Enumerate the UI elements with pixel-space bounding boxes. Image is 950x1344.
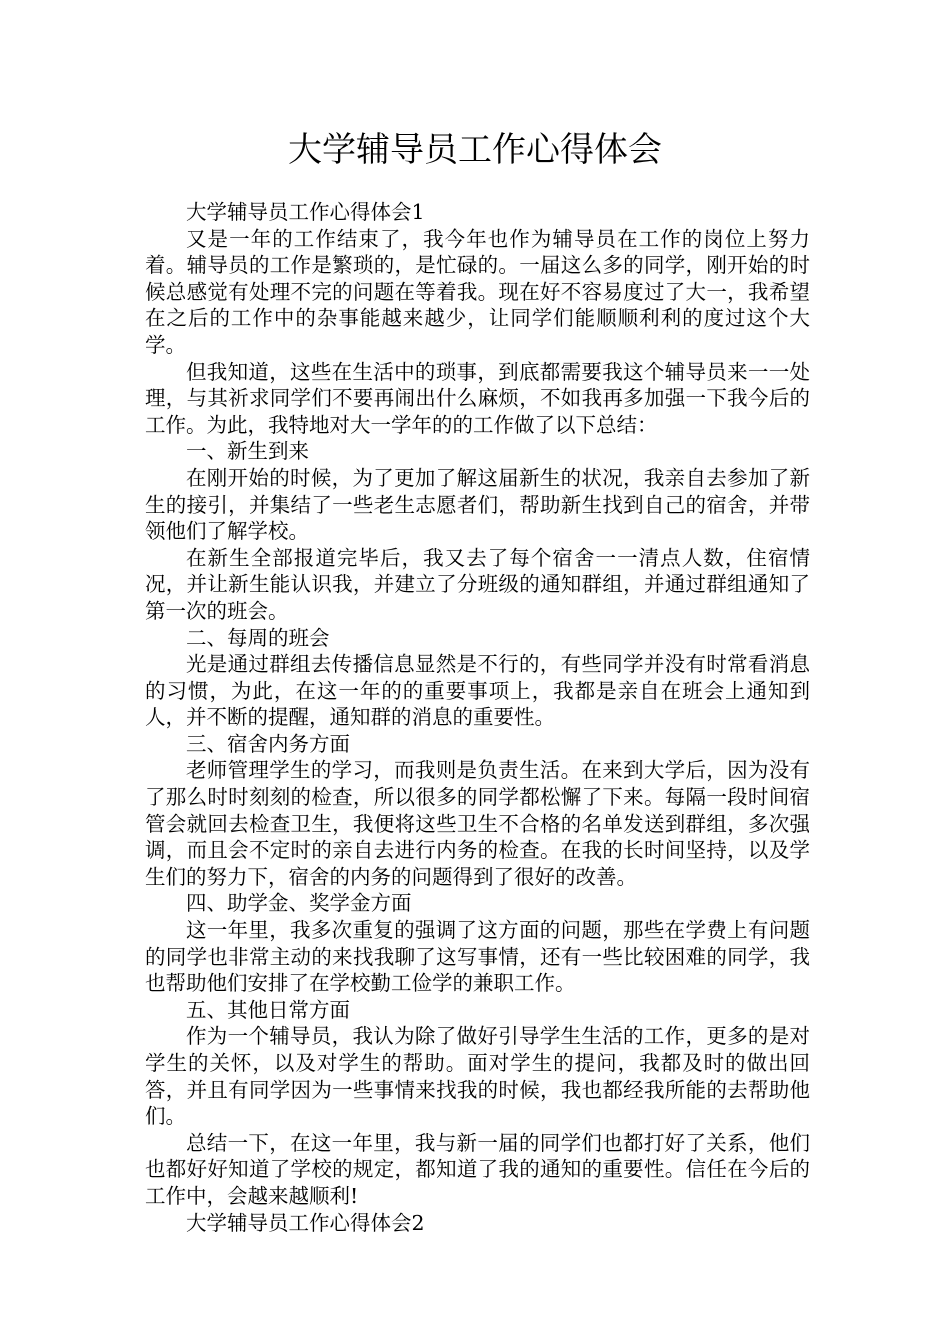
- paragraph: 总结一下，在这一年里，我与新一届的同学们也都打好了关系，他们也都好好知道了学校的规定，都知道了我的通知的重要性。信任在今后的工作中，会越来越顺利!: [145, 1130, 810, 1208]
- paragraph: 这一年里，我多次重复的强调了这方面的问题，那些在学费上有问题的同学也非常主动的来找我聊了这写事情，还有一些比较困难的同学，我也帮助他们安排了在学校勤工俭学的兼职工作。: [145, 918, 810, 996]
- paragraph: 但我知道，这些在生活中的琐事，到底都需要我这个辅导员来一一处理，与其祈求同学们不要再闹出什么麻烦，不如我再多加强一下我今后的工作。为此，我特地对大一学年的的工作做了以下总结：: [145, 359, 810, 437]
- section-heading-2: 大学辅导员工作心得体会2: [186, 1210, 425, 1235]
- page-title: 大学辅导员工作心得体会: [288, 130, 662, 170]
- paragraph: 又是一年的工作结束了，我今年也作为辅导员在工作的岗位上努力着。辅导员的工作是繁琐的，是忙碌的。一届这么多的同学，刚开始的时候总感觉有处理不完的问题在等着我。现在好不容易度过了大一，我希望在之后的工作中的杂事能越来越少，让同学们能顺顺利利的度过这个大学。: [145, 226, 810, 357]
- section-heading-1: 大学辅导员工作心得体会1: [186, 200, 425, 224]
- subheading-scholarship: 四、助学金、奖学金方面: [186, 891, 412, 916]
- subheading-dormitory: 三、宿舍内务方面: [186, 731, 350, 756]
- paragraph: 在刚开始的时候，为了更加了解这届新生的状况，我亲自去参加了新生的接引，并集结了一些老生志愿者们，帮助新生找到自己的宿舍，并带领他们了解学校。: [145, 465, 810, 544]
- paragraph: 老师管理学生的学习，而我则是负责生活。在来到大学后，因为没有了那么时时刻刻的检查，所以很多的同学都松懈了下来。每隔一段时间宿管会就回去检查卫生，我便将这些卫生不合格的名单发送到群组，多次强调，而且会不定时的亲自去进行内务的检查。在我的长时间坚持，以及学生们的努力下，宿舍的内务的问题得到了很好的改善。: [145, 758, 810, 889]
- paragraph: 作为一个辅导员，我认为除了做好引导学生生活的工作，更多的是对学生的关怀，以及对学生的帮助。面对学生的提问，我都及时的做出回答，并且有同学因为一些事情来找我的时候，我也都经我所能的去帮助他们。: [145, 1024, 810, 1129]
- subheading-new-students: 一、新生到来: [186, 439, 309, 464]
- subheading-weekly-meeting: 二、每周的班会: [186, 625, 330, 650]
- paragraph: 光是通过群组去传播信息显然是不行的，有些同学并没有时常看消息的习惯，为此，在这一年的的重要事项上，我都是亲自在班会上通知到人，并不断的提醒，通知群的消息的重要性。: [145, 652, 810, 730]
- document-body: [145, 199, 810, 1236]
- subheading-daily-affairs: 五、其他日常方面: [186, 997, 350, 1022]
- paragraph: 在新生全部报道完毕后，我又去了每个宿舍一一清点人数，住宿情况，并让新生能认识我，并建立了分班级的通知群组，并通过群组通知了第一次的班会。: [145, 545, 810, 623]
